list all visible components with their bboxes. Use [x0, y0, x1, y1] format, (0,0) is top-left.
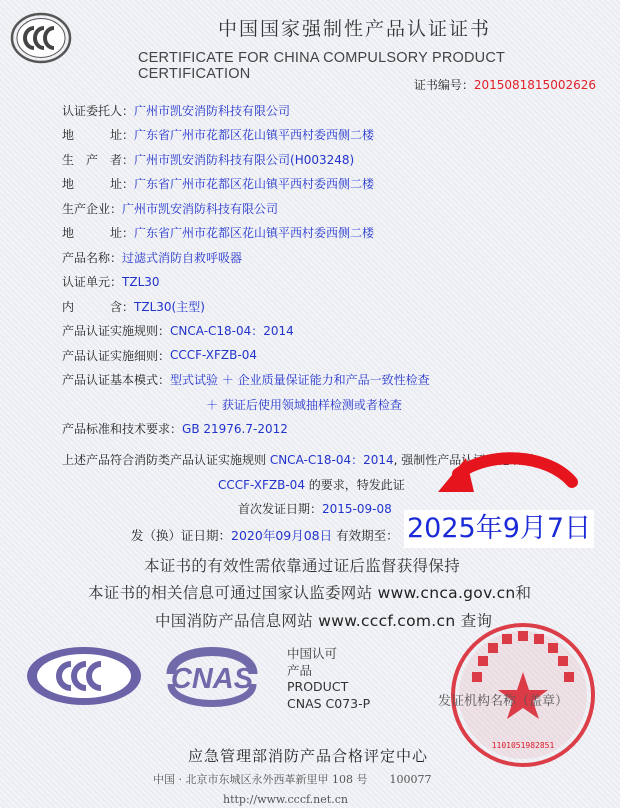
issuer-caption: 发证机构名称（盖章）: [438, 694, 569, 709]
organization-website[interactable]: http://www.cccf.net.cn: [223, 793, 348, 806]
statement-rule: CNCA-C18-04：2014: [269, 453, 394, 467]
field-value: ＋ 获证后使用领域抽样检测或者检查: [206, 397, 402, 412]
info-note-cnca: [88, 581, 531, 603]
cnas-logo-text: CNAS: [170, 663, 254, 695]
note-text: 中国消防产品信息网站: [155, 612, 319, 630]
field-label: 产品名称：: [62, 250, 123, 265]
note-text: 本证书的相关信息可通过国家认监委网站: [88, 584, 378, 602]
renewal-value: 2020年09月08日: [231, 528, 333, 543]
valid-until-label: 有效期至：: [332, 528, 399, 543]
cnas-caption-line: CNAS C073-P: [287, 695, 371, 711]
certificate-fields: [62, 98, 602, 441]
field-value: TZL30: [122, 274, 160, 289]
certificate-number-label: 证书编号：: [413, 78, 474, 92]
field-label: 生产企业：: [62, 201, 123, 216]
field-row: [62, 98, 602, 123]
field-label: 产品标准和技术要求：: [62, 422, 183, 437]
issuing-organization: 应急管理部消防产品合格评定中心: [188, 747, 429, 765]
field-row: [62, 392, 602, 417]
field-row: [62, 245, 602, 270]
field-value: GB 21976.7-2012: [182, 421, 288, 436]
seal-number: 1101051982851: [491, 741, 555, 750]
field-label: 地 址：: [62, 128, 135, 143]
field-value: CCCF-XFZB-04: [170, 348, 257, 363]
valid-until-date: 2025年9月7日: [404, 510, 594, 548]
first-issue-label: 首次发证日期：: [238, 502, 323, 516]
field-label: 产品认证基本模式：: [62, 373, 171, 388]
field-value: 广东省广州市花都区花山镇平西村委西侧二楼: [134, 226, 375, 241]
field-label: 地 址：: [62, 226, 135, 241]
statement-rule: CCCF-XFZB-04: [218, 478, 305, 492]
statement-text: , 强制性产品认证实施细则: [393, 453, 534, 467]
certificate-title: 中国国家强制性产品认证证书: [218, 18, 492, 40]
cnas-caption-line: PRODUCT: [287, 679, 349, 694]
first-issue-value: 2015-09-08: [322, 502, 392, 516]
field-value: 广州市凯安消防科技有限公司: [134, 103, 291, 118]
field-value: CNCA-C18-04：2014: [170, 324, 294, 339]
organization-address: 中国 · 北京市东城区永外西革新里甲 108 号 100077: [153, 773, 432, 786]
field-label: 认证委托人：: [62, 103, 135, 118]
field-row: [62, 294, 602, 319]
field-row: [62, 147, 602, 172]
field-label: 产品认证实施细则：: [62, 348, 171, 363]
field-label: 生 产 者：: [62, 152, 135, 167]
field-row: [62, 343, 602, 368]
cnas-caption-line: 产品: [287, 662, 313, 678]
certificate-title-en: CERTIFICATE FOR CHINA COMPULSORY PRODUCT CERTIFICATION: [138, 50, 505, 82]
info-note-cccf: [155, 609, 492, 631]
first-issue-date: [238, 500, 392, 517]
cnas-caption-line: 中国认可: [287, 646, 338, 661]
cnca-link[interactable]: www.cnca.gov.cn: [377, 584, 516, 602]
certificate-number: [414, 76, 596, 93]
field-row: [62, 221, 602, 246]
certificate-number-value: 2015081815002626: [473, 78, 596, 92]
field-value: 广州市凯安消防科技有限公司(H003248): [134, 152, 355, 167]
cnas-caption: [287, 646, 370, 712]
field-label: 内 含：: [62, 299, 135, 314]
field-row: [62, 196, 602, 221]
statement-text: 上述产品符合消防类产品认证实施规则: [62, 453, 270, 467]
ccc-logo: [10, 12, 72, 64]
red-arrow-annotation: [430, 452, 580, 514]
field-row: [62, 123, 602, 148]
field-value: 广东省广州市花都区花山镇平西村委西侧二楼: [134, 177, 375, 192]
field-label: 认证单元：: [62, 275, 123, 290]
field-row: [62, 172, 602, 197]
field-value: 广州市凯安消防科技有限公司: [122, 201, 279, 216]
field-row: [62, 417, 602, 442]
field-value: 过滤式消防自救呼吸器: [122, 250, 243, 265]
cccf-link[interactable]: www.cccf.com.cn: [318, 612, 456, 630]
renewal-label: 发（换）证日期：: [131, 528, 232, 543]
note-text: 查询: [455, 612, 493, 630]
renewal-date: [131, 526, 399, 544]
field-row: [62, 270, 602, 295]
cnas-logo: [157, 636, 267, 712]
note-text: 和: [515, 584, 532, 602]
ccc-mark-icon: [25, 645, 143, 707]
field-row: [62, 319, 602, 344]
field-value: 广东省广州市花都区花山镇平西村委西侧二楼: [134, 128, 375, 143]
field-row: [62, 368, 602, 393]
field-label: 产品认证实施规则：: [62, 324, 171, 339]
validity-note: 本证书的有效性需依靠通过证后监督获得保持: [144, 557, 461, 575]
field-value: 型式试验 ＋ 企业质量保证能力和产品一致性检查: [170, 373, 430, 388]
compliance-statement-2: [218, 476, 405, 493]
statement-text: 的要求，特发此证: [304, 478, 405, 492]
field-label: 地 址：: [62, 177, 135, 192]
field-value: TZL30(主型): [134, 299, 205, 314]
